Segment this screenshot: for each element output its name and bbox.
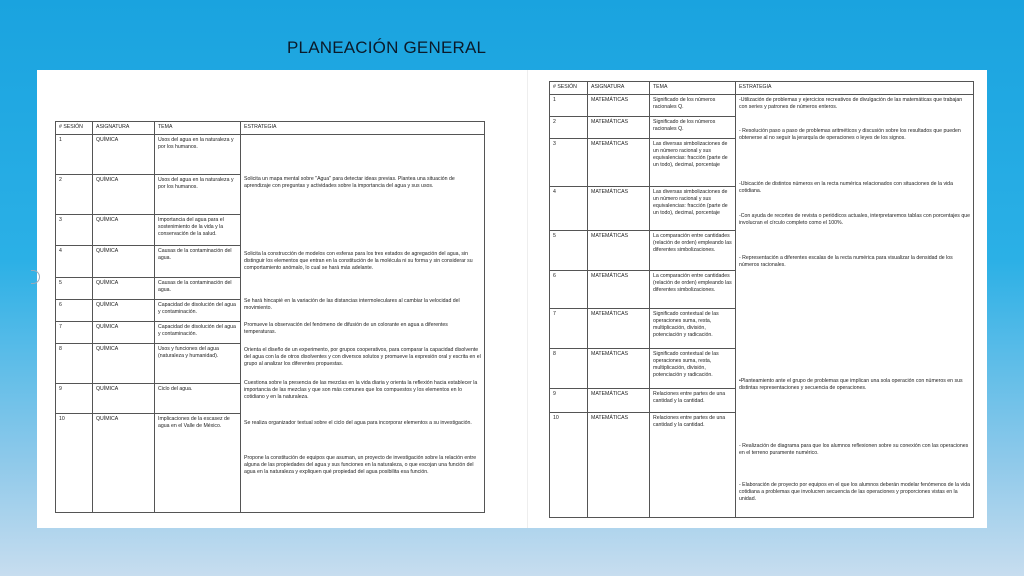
- subject-cell: QUÍMICA: [93, 215, 155, 246]
- topic-cell: Usos del agua en la naturaleza y por los humanos.: [155, 175, 241, 215]
- session-cell: 3: [56, 215, 93, 246]
- table-row: [56, 135, 485, 175]
- header-subject: ASIGNATURA: [588, 82, 650, 95]
- math-plan-table: [549, 81, 974, 518]
- topic-cell: Las diversas simbolizaciones de un número racional y sus equivalencias: fracción (parte de un todo), decimal, porcentaje: [650, 139, 736, 187]
- session-cell: 6: [550, 271, 588, 309]
- session-cell: 7: [550, 309, 588, 349]
- strategy-paragraph: - Resolución paso a paso de problemas aritméticos y discusión sobre los resultados que pueden obtenerse al no seguir la jerarquía de operaciones o leyes de los signos.: [739, 128, 961, 142]
- strategy-paragraph: - Realización de diagrama para que los alumnos reflexionen sobre su conexión con las operaciones en el terreno puramente numérico.: [739, 443, 969, 457]
- session-cell: 9: [56, 384, 93, 414]
- subject-cell: QUÍMICA: [93, 414, 155, 513]
- strategy-paragraph: Promueve la observación del fenómeno de difusión de un colorante en agua a diferentes temperaturas.: [244, 322, 448, 336]
- header-session: # SESIÓN: [56, 122, 93, 135]
- topic-cell: Causas de la contaminación del agua.: [155, 278, 241, 300]
- session-cell: 1: [550, 95, 588, 117]
- session-cell: 9: [550, 389, 588, 413]
- header-topic: TEMA: [650, 82, 736, 95]
- subject-cell: QUÍMICA: [93, 278, 155, 300]
- topic-cell: Significado contextual de las operaciones suma, resta, multiplicación, división, potenciación y radicación.: [650, 349, 736, 389]
- subject-cell: MATEMÁTICAS: [588, 271, 650, 309]
- header-subject: ASIGNATURA: [93, 122, 155, 135]
- topic-cell: Causas de la contaminación del agua.: [155, 246, 241, 278]
- subject-cell: QUÍMICA: [93, 135, 155, 175]
- subject-cell: MATEMÁTICAS: [588, 309, 650, 349]
- session-cell: 4: [550, 187, 588, 231]
- subject-cell: MATEMÁTICAS: [588, 413, 650, 518]
- subject-cell: QUÍMICA: [93, 300, 155, 322]
- topic-cell: Capacidad de disolución del agua y contaminación.: [155, 322, 241, 344]
- session-cell: 8: [550, 349, 588, 389]
- session-cell: 5: [56, 278, 93, 300]
- strategy-paragraph: Cuestiona sobre la presencia de las mezclas en la vida diaria y orienta la reflexión hacia establecer la importancia de las mezclas y que son más comunes que los compuestos y los elementos en lo cotidiano y en la naturaleza.: [244, 380, 478, 401]
- page-title: PLANEACIÓN GENERAL: [287, 38, 487, 57]
- header-strategy: ESTRATEGIA: [241, 122, 485, 135]
- topic-cell: Relaciones entre partes de una cantidad y la cantidad.: [650, 389, 736, 413]
- topic-cell: Importancia del agua para el sostenimiento de la vida y la conservación de la salud.: [155, 215, 241, 246]
- header-topic: TEMA: [155, 122, 241, 135]
- session-cell: 1: [56, 135, 93, 175]
- table-header-row: [550, 82, 974, 95]
- subject-cell: MATEMÁTICAS: [588, 95, 650, 117]
- header-strategy: ESTRATEGIA: [736, 82, 974, 95]
- strategy-paragraph: -Utilización de problemas y ejercicios recreativos de divulgación de las matemáticas que trabajan con series y patrones de números enteros.: [739, 97, 963, 111]
- strategy-paragraph: Solicita un mapa mental sobre "Agua" para detectar ideas previas. Plantea una situación de aprendizaje con preguntas y actividades sobre la importancia del agua y sus usos.: [244, 176, 455, 190]
- strategy-paragraph: Orienta el diseño de un experimento, por grupos cooperativos, para comparar la capacidad disolvente del agua con la de otros disolventes y con diversos solutos y promueve la expresión oral y escrita en el grupo al analizar los diferentes propuestas.: [244, 347, 481, 368]
- table-row: [550, 95, 974, 117]
- subject-cell: MATEMÁTICAS: [588, 187, 650, 231]
- strategy-cell: [241, 135, 485, 513]
- topic-cell: Relaciones entre partes de una cantidad y la cantidad.: [650, 413, 736, 518]
- subject-cell: MATEMÁTICAS: [588, 389, 650, 413]
- session-cell: 2: [550, 117, 588, 139]
- strategy-paragraph: Solicita la construcción de modelos con esferas para los tres estados de agregación del agua, sin distinguir los elementos que entran en la constitución de la molécula ni su forma y sin considerar su comportamiento anómalo, lo cual se hará más adelante.: [244, 251, 473, 272]
- session-cell: 8: [56, 344, 93, 384]
- strategy-paragraph: - Elaboración de proyecto por equipos en el que los alumnos deberán modelar fenómenos de la vida cotidiana a problemas que involucren secuencia de las operaciones y proporciones vistas en la unidad.: [739, 482, 970, 503]
- topic-cell: Significado de los números racionales Q.: [650, 95, 736, 117]
- strategy-paragraph: -Con ayuda de recortes de revista o periódicos actuales, interpretaremos tablas con porcentajes que involucran el círculo completo como el 100%.: [739, 213, 970, 227]
- session-cell: 3: [550, 139, 588, 187]
- strategy-paragraph: Se hará hincapié en la variación de las distancias intermoleculares al cambiar la velocidad del movimiento.: [244, 298, 460, 312]
- session-cell: 6: [56, 300, 93, 322]
- topic-cell: Significado contextual de las operaciones suma, resta, multiplicación, división, potenciación y radicación.: [650, 309, 736, 349]
- session-cell: 5: [550, 231, 588, 271]
- session-cell: 10: [550, 413, 588, 518]
- session-cell: 7: [56, 322, 93, 344]
- table-header-row: [56, 122, 485, 135]
- header-session: # SESIÓN: [550, 82, 588, 95]
- subject-cell: QUÍMICA: [93, 344, 155, 384]
- topic-cell: Implicaciones de la escasez de agua en el Valle de México.: [155, 414, 241, 513]
- subject-cell: QUÍMICA: [93, 384, 155, 414]
- topic-cell: Usos del agua en la naturaleza y por los humanos.: [155, 135, 241, 175]
- strategy-paragraph: •Planteamiento ante el grupo de problemas que implican una sola operación con números en sus distintas representaciones y secuencia de operaciones.: [739, 378, 963, 392]
- strategy-paragraph: - Representación a diferentes escalas de la recta numérica para visualizar la densidad de los números racionales.: [739, 255, 953, 269]
- session-cell: 4: [56, 246, 93, 278]
- topic-cell: Usos y funciones del agua (naturaleza y humanidad).: [155, 344, 241, 384]
- subject-cell: QUÍMICA: [93, 175, 155, 215]
- session-cell: 2: [56, 175, 93, 215]
- topic-cell: Ciclo del agua.: [155, 384, 241, 414]
- subject-cell: MATEMÁTICAS: [588, 231, 650, 271]
- strategy-paragraph: Se realiza organizador textual sobre el ciclo del agua para incorporar elementos a su investigación.: [244, 420, 472, 426]
- strategy-paragraph: -Ubicación de distintos números en la recta numérica relacionados con situaciones de la vida cotidiana.: [739, 181, 953, 195]
- strategy-cell: [736, 95, 974, 518]
- topic-cell: Capacidad de disolución del agua y contaminación.: [155, 300, 241, 322]
- subject-cell: MATEMÁTICAS: [588, 139, 650, 187]
- page-divider: [527, 70, 528, 528]
- topic-cell: La comparación entre cantidades (relación de orden) empleando las diferentes simbolizaciones.: [650, 231, 736, 271]
- subject-cell: QUÍMICA: [93, 322, 155, 344]
- chemistry-plan-table: [55, 121, 485, 513]
- subject-cell: MATEMÁTICAS: [588, 349, 650, 389]
- subject-cell: MATEMÁTICAS: [588, 117, 650, 139]
- topic-cell: Las diversas simbolizaciones de un número racional y sus equivalencias: fracción (parte de un todo), decimal, porcentaje: [650, 187, 736, 231]
- session-cell: 10: [56, 414, 93, 513]
- strategy-paragraph: Propone la constitución de equipos que asuman, un proyecto de investigación sobre la relación entre alguna de las propiedades del agua y sus funciones en la naturaleza, o que escojan una función del agua en la naturaleza y expliquen qué propiedad del agua posibilita esa función.: [244, 455, 477, 476]
- topic-cell: Significado de los números racionales Q.: [650, 117, 736, 139]
- topic-cell: La comparación entre cantidades (relación de orden) empleando las diferentes simbolizaciones.: [650, 271, 736, 309]
- subject-cell: QUÍMICA: [93, 246, 155, 278]
